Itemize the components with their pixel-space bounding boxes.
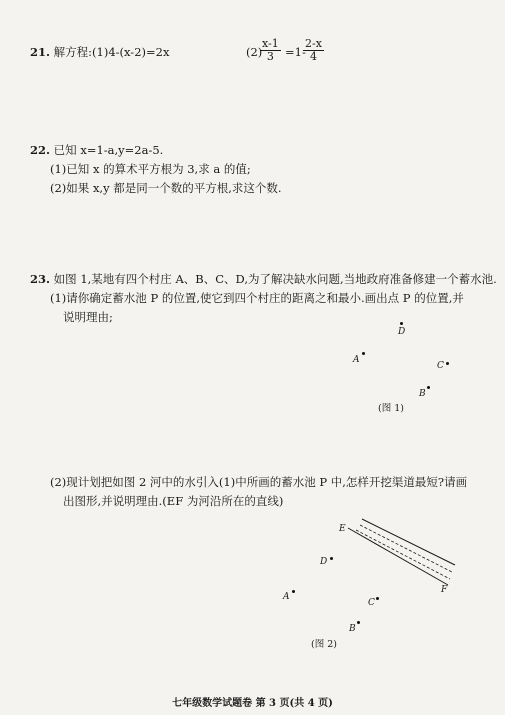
q21-part1: 解方程:(1)4-(x-2)=2x — [53, 45, 170, 59]
fig2-point-b — [357, 621, 360, 624]
river-bank-top — [362, 519, 455, 565]
fig1-label-c: C — [437, 361, 444, 371]
q21-mid: =1- — [285, 45, 306, 59]
river-wave-1 — [360, 525, 452, 572]
fig1-label-a: A — [353, 355, 360, 365]
fig2-label-b: B — [349, 624, 356, 634]
fig2-label-e: E — [339, 524, 346, 534]
fig2-point-c — [376, 597, 379, 600]
q21-part2-prefix: (2) — [246, 45, 263, 59]
fig2-label-d: D — [320, 557, 328, 567]
q23-part2-line1: (2)现计划把如图 2 河中的水引入(1)中所画的蓄水池 P 中,怎样开挖渠道最短?请画 — [50, 475, 468, 489]
q21-frac2-numerator: 2-x — [305, 37, 322, 50]
q22-part1: (1)已知 x 的算术平方根为 3,求 a 的值; — [50, 162, 251, 176]
q22-number: 22. — [30, 143, 51, 157]
q22-intro-text: 已知 x=1-a,y=2a-5. — [53, 143, 164, 157]
fig2-point-d — [330, 557, 333, 560]
fig1-caption: (图 1) — [378, 403, 404, 414]
fig1-label-b: B — [419, 389, 426, 399]
fig2-label-a: A — [283, 592, 290, 602]
fig2-label-c: C — [368, 598, 375, 608]
fig2-point-a — [292, 590, 295, 593]
q21-frac1-denominator: 3 — [266, 50, 274, 63]
q23-intro-text: 如图 1,某地有四个村庄 A、B、C、D,为了解决缺水问题,当地政府准备修建一个蓄水池. — [53, 272, 497, 286]
q23-part1-line2: 说明理由; — [63, 310, 113, 324]
q22-part2: (2)如果 x,y 都是同一个数的平方根,求这个数. — [50, 181, 282, 195]
fig2-caption: (图 2) — [311, 639, 337, 650]
fig1-label-d: D — [398, 327, 406, 337]
q23-part1-line1: (1)请你确定蓄水池 P 的位置,使它到四个村庄的距离之和最小.画出点 P 的位置,并 — [50, 291, 464, 305]
q23-part2-line2: 出图形,并说明理由.(EF 为河沿所在的直线) — [63, 494, 284, 508]
q21-number: 21. — [30, 45, 51, 59]
fig2-label-f: F — [441, 585, 448, 595]
river-wave-2 — [356, 530, 450, 579]
q21-frac2-denominator: 4 — [309, 50, 317, 63]
page-footer: 七年级数学试题卷 第 3 页(共 4 页) — [172, 698, 333, 709]
q21-frac1-numerator: x-1 — [262, 37, 279, 50]
q23-number: 23. — [30, 272, 51, 286]
